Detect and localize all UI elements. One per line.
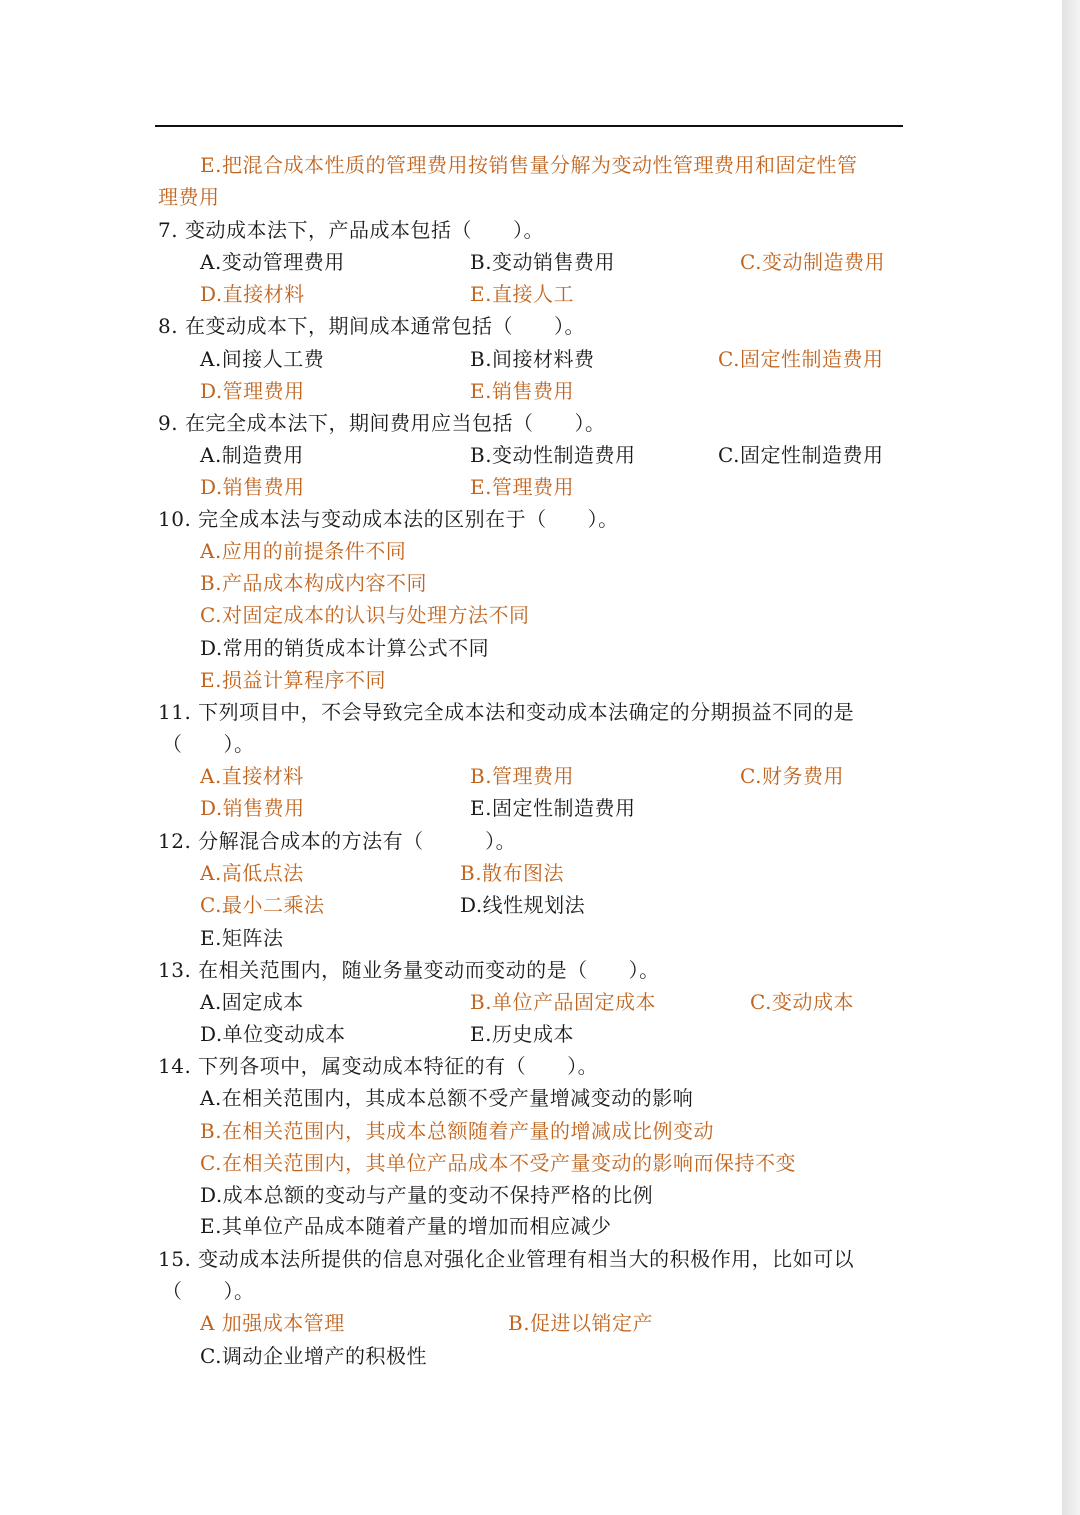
q13-option-e: E.历史成本 <box>470 1022 574 1046</box>
q11-option-d: D.销售费用 <box>200 796 305 820</box>
q12-option-d: D.线性规划法 <box>460 893 586 917</box>
question-7: 7. 变动成本法下，产品成本包括（ ）。 <box>158 218 544 242</box>
q7-option-d: D.直接材料 <box>200 282 305 306</box>
q9-option-b: B.变动性制造费用 <box>470 443 636 467</box>
q7-option-a: A.变动管理费用 <box>200 250 345 274</box>
q10-option-e: E.损益计算程序不同 <box>200 668 386 692</box>
q8-option-a: A.间接人工费 <box>200 347 325 371</box>
intro-line-2: 理费用 <box>158 185 220 209</box>
q11-option-a: A.直接材料 <box>200 764 304 788</box>
q11-option-b: B.管理费用 <box>470 764 575 788</box>
q14-option-d: D.成本总额的变动与产量的变动不保持严格的比例 <box>200 1183 654 1207</box>
q11-option-c: C.财务费用 <box>740 764 844 788</box>
question-8: 8. 在变动成本下，期间成本通常包括（ ）。 <box>158 314 585 338</box>
q12-option-c: C.最小二乘法 <box>200 893 325 917</box>
q9-option-d: D.销售费用 <box>200 475 305 499</box>
q8-option-c: C.固定性制造费用 <box>718 347 884 371</box>
q7-option-b: B.变动销售费用 <box>470 250 616 274</box>
q10-option-c: C.对固定成本的认识与处理方法不同 <box>200 603 530 627</box>
q9-option-c: C.固定性制造费用 <box>718 443 884 467</box>
question-11-blank: （ ）。 <box>162 732 255 756</box>
q13-option-d: D.单位变动成本 <box>200 1022 346 1046</box>
question-9: 9. 在完全成本法下，期间费用应当包括（ ）。 <box>158 411 606 435</box>
q12-option-a: A.高低点法 <box>200 861 304 885</box>
header-rule <box>155 125 903 127</box>
q15-option-a: A 加强成本管理 <box>200 1311 345 1335</box>
question-11: 11. 下列项目中，不会导致完全成本法和变动成本法确定的分期损益不同的是 <box>158 700 855 724</box>
q13-option-b: B.单位产品固定成本 <box>470 990 657 1014</box>
question-13: 13. 在相关范围内，随业务量变动而变动的是（ ）。 <box>158 958 660 982</box>
q14-option-a: A.在相关范围内，其成本总额不受产量增减变动的影响 <box>200 1086 694 1110</box>
q14-option-b: B.在相关范围内，其成本总额随着产量的增减成比例变动 <box>200 1119 715 1143</box>
q15-option-c: C.调动企业增产的积极性 <box>200 1344 427 1368</box>
q8-option-e: E.销售费用 <box>470 379 574 403</box>
q14-option-e: E.其单位产品成本随着产量的增加而相应减少 <box>200 1214 612 1238</box>
q10-option-a: A.应用的前提条件不同 <box>200 539 407 563</box>
q12-option-b: B.散布图法 <box>460 861 565 885</box>
q8-option-d: D.管理费用 <box>200 379 305 403</box>
q7-option-e: E.直接人工 <box>470 282 574 306</box>
q9-option-e: E.管理费用 <box>470 475 574 499</box>
q8-option-b: B.间接材料费 <box>470 347 595 371</box>
q12-option-e: E.矩阵法 <box>200 926 284 950</box>
q11-option-e: E.固定性制造费用 <box>470 796 636 820</box>
q13-option-a: A.固定成本 <box>200 990 304 1014</box>
q10-option-d: D.常用的销货成本计算公式不同 <box>200 636 490 660</box>
page-edge-shadow <box>1062 0 1080 1515</box>
question-15: 15. 变动成本法所提供的信息对强化企业管理有相当大的积极作用，比如可以 <box>158 1247 855 1271</box>
q9-option-a: A.制造费用 <box>200 443 304 467</box>
q7-option-c: C.变动制造费用 <box>740 250 885 274</box>
question-14: 14. 下列各项中，属变动成本特征的有（ ）。 <box>158 1054 599 1078</box>
question-12: 12. 分解混合成本的方法有（ ）。 <box>158 829 517 853</box>
q14-option-c: C.在相关范围内，其单位产品成本不受产量变动的影响而保持不变 <box>200 1151 796 1175</box>
question-10: 10. 完全成本法与变动成本法的区别在于（ ）。 <box>158 507 619 531</box>
q10-option-b: B.产品成本构成内容不同 <box>200 571 428 595</box>
q15-option-b: B.促进以销定产 <box>508 1311 654 1335</box>
intro-line-1: E.把混合成本性质的管理费用按销售量分解为变动性管理费用和固定性管 <box>200 153 858 177</box>
question-15-blank: （ ）。 <box>162 1279 255 1303</box>
q13-option-c: C.变动成本 <box>750 990 854 1014</box>
